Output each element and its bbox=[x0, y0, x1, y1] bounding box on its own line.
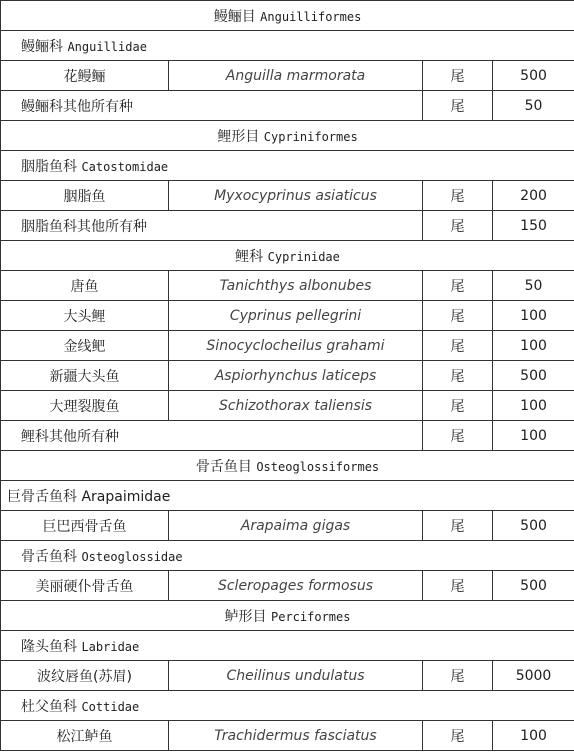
scientific-name-cell bbox=[169, 391, 423, 421]
order-name-latin: Anguilliformes bbox=[260, 9, 362, 24]
family-name-latin: Cottidae bbox=[81, 699, 140, 714]
family-name-cn: 胭脂鱼科 bbox=[21, 158, 77, 175]
scientific-name: Sinocyclocheilus grahami bbox=[206, 337, 385, 354]
unit-cell bbox=[423, 511, 493, 541]
quantity-cell bbox=[493, 181, 574, 211]
scientific-name: Tanichthys albonubes bbox=[219, 277, 372, 294]
quantity-cell bbox=[493, 571, 574, 601]
species-name-cell bbox=[1, 301, 169, 331]
family-cell bbox=[1, 631, 574, 661]
order-name-latin: Osteoglossiformes bbox=[256, 459, 380, 474]
scientific-name-cell bbox=[169, 721, 423, 751]
unit-cell bbox=[423, 391, 493, 421]
family-cell bbox=[1, 691, 574, 721]
species-name-cn: 松江鲈鱼 bbox=[56, 728, 113, 745]
unit-cell bbox=[423, 421, 493, 451]
family-name-cn: 杜父鱼科 bbox=[21, 698, 77, 715]
order-cell bbox=[1, 601, 574, 631]
family-name-latin: Catostomidae bbox=[81, 159, 169, 174]
quantity-value: 100 bbox=[520, 727, 547, 744]
unit-cell bbox=[423, 211, 493, 241]
order-name-latin: Cyprinidae bbox=[267, 249, 340, 264]
quantity-cell bbox=[493, 271, 574, 301]
quantity-value: 100 bbox=[520, 397, 547, 414]
quantity-cell bbox=[493, 721, 574, 751]
species-name-cell bbox=[1, 61, 169, 91]
order-name-cn: 骨舌鱼目 bbox=[195, 458, 252, 475]
unit-label: 尾 bbox=[450, 68, 465, 85]
quantity-value: 150 bbox=[520, 217, 547, 234]
other-species-name: 鲤科其他所有种 bbox=[21, 428, 119, 445]
unit-label: 尾 bbox=[450, 728, 465, 745]
quantity-cell bbox=[493, 91, 574, 121]
quantity-cell bbox=[493, 211, 574, 241]
species-name-cell bbox=[1, 181, 169, 211]
species-row bbox=[1, 361, 574, 391]
scientific-name: Schizothorax taliensis bbox=[218, 397, 373, 414]
other-species-row bbox=[1, 421, 574, 451]
order-header-row bbox=[1, 241, 574, 271]
order-name-cn: 鲤科 bbox=[235, 248, 264, 265]
other-species-row bbox=[1, 91, 574, 121]
order-header-row bbox=[1, 121, 574, 151]
order-name-latin: Cypriniformes bbox=[263, 129, 358, 144]
family-name-latin: Anguillidae bbox=[67, 39, 147, 54]
family-header-row bbox=[1, 151, 574, 181]
unit-cell bbox=[423, 361, 493, 391]
species-row bbox=[1, 271, 574, 301]
scientific-name-cell bbox=[169, 511, 423, 541]
family-cell bbox=[1, 541, 574, 571]
unit-label: 尾 bbox=[450, 218, 465, 235]
scientific-name-cell bbox=[169, 361, 423, 391]
unit-cell bbox=[423, 331, 493, 361]
scientific-name: Scleropages formosus bbox=[217, 577, 374, 594]
quantity-value: 500 bbox=[520, 67, 547, 84]
unit-label: 尾 bbox=[450, 398, 465, 415]
family-cell bbox=[1, 31, 574, 61]
species-name-cell bbox=[1, 361, 169, 391]
scientific-name: Cyprinus pellegrini bbox=[229, 307, 362, 324]
order-header-row bbox=[1, 451, 574, 481]
quantity-cell bbox=[493, 61, 574, 91]
unit-cell bbox=[423, 721, 493, 751]
quantity-value: 50 bbox=[524, 277, 543, 294]
scientific-name-cell bbox=[169, 61, 423, 91]
quantity-value: 50 bbox=[524, 97, 543, 114]
unit-label: 尾 bbox=[450, 668, 465, 685]
species-row bbox=[1, 391, 574, 421]
species-name-cn: 美丽硬仆骨舌鱼 bbox=[35, 578, 134, 595]
species-name-cell bbox=[1, 511, 169, 541]
scientific-name: Arapaima gigas bbox=[240, 517, 351, 534]
species-row bbox=[1, 721, 574, 751]
order-cell bbox=[1, 451, 574, 481]
family-header-row bbox=[1, 631, 574, 661]
quantity-cell bbox=[493, 661, 574, 691]
other-species-name: 胭脂鱼科其他所有种 bbox=[21, 218, 147, 235]
unit-cell bbox=[423, 301, 493, 331]
unit-cell bbox=[423, 61, 493, 91]
unit-label: 尾 bbox=[450, 338, 465, 355]
order-cell bbox=[1, 121, 574, 151]
other-species-name: 鳗鲡科其他所有种 bbox=[21, 98, 133, 115]
family-name-cn: 巨骨舌鱼科 bbox=[7, 488, 77, 505]
other-species-name-cell bbox=[1, 421, 423, 451]
scientific-name-cell bbox=[169, 271, 423, 301]
order-name-cn: 鲈形目 bbox=[224, 608, 267, 625]
species-name-cell bbox=[1, 271, 169, 301]
quantity-cell bbox=[493, 511, 574, 541]
species-name-cn: 大头鲤 bbox=[63, 308, 106, 325]
quantity-value: 100 bbox=[520, 337, 547, 354]
scientific-name-cell bbox=[169, 301, 423, 331]
quantity-value: 100 bbox=[520, 307, 547, 324]
scientific-name: Trachidermus fasciatus bbox=[214, 727, 377, 744]
quantity-value: 5000 bbox=[515, 667, 552, 684]
unit-label: 尾 bbox=[450, 308, 465, 325]
scientific-name: Anguilla marmorata bbox=[225, 67, 366, 84]
order-name-cn: 鲤形目 bbox=[217, 128, 260, 145]
scientific-name-cell bbox=[169, 331, 423, 361]
species-row bbox=[1, 61, 574, 91]
species-name-cn: 花鳗鲡 bbox=[63, 68, 106, 85]
unit-label: 尾 bbox=[450, 98, 465, 115]
quantity-value: 500 bbox=[520, 517, 547, 534]
species-name-cn: 波纹唇鱼(苏眉) bbox=[37, 668, 132, 685]
quantity-value: 100 bbox=[520, 427, 547, 444]
order-name-latin: Perciformes bbox=[271, 609, 351, 624]
quantity-cell bbox=[493, 361, 574, 391]
family-name-latin: Arapaimidae bbox=[81, 488, 171, 505]
order-cell bbox=[1, 241, 574, 271]
unit-label: 尾 bbox=[450, 278, 465, 295]
family-cell bbox=[1, 481, 574, 511]
family-header-row bbox=[1, 481, 574, 511]
unit-label: 尾 bbox=[450, 428, 465, 445]
unit-cell bbox=[423, 661, 493, 691]
species-name-cell bbox=[1, 391, 169, 421]
scientific-name-cell bbox=[169, 571, 423, 601]
species-name-cell bbox=[1, 331, 169, 361]
species-quota-table-body bbox=[1, 1, 574, 751]
species-name-cn: 巨巴西骨舌鱼 bbox=[42, 518, 127, 535]
unit-label: 尾 bbox=[450, 188, 465, 205]
order-header-row bbox=[1, 1, 574, 31]
unit-cell bbox=[423, 571, 493, 601]
unit-cell bbox=[423, 91, 493, 121]
species-name-cn: 大理裂腹鱼 bbox=[49, 398, 120, 415]
unit-label: 尾 bbox=[450, 578, 465, 595]
unit-label: 尾 bbox=[450, 518, 465, 535]
family-name-cn: 隆头鱼科 bbox=[21, 638, 77, 655]
other-species-row bbox=[1, 211, 574, 241]
scientific-name-cell bbox=[169, 661, 423, 691]
family-cell bbox=[1, 151, 574, 181]
scientific-name: Myxocyprinus asiaticus bbox=[214, 187, 377, 204]
quantity-value: 500 bbox=[520, 577, 547, 594]
order-name-cn: 鳗鲡目 bbox=[213, 8, 256, 25]
order-cell bbox=[1, 1, 574, 31]
species-row bbox=[1, 181, 574, 211]
species-row bbox=[1, 301, 574, 331]
unit-cell bbox=[423, 181, 493, 211]
species-row bbox=[1, 331, 574, 361]
quantity-value: 200 bbox=[520, 187, 547, 204]
other-species-name-cell bbox=[1, 211, 423, 241]
quantity-cell bbox=[493, 301, 574, 331]
family-header-row bbox=[1, 31, 574, 61]
family-name-cn: 鳗鲡科 bbox=[21, 38, 63, 55]
scientific-name: Cheilinus undulatus bbox=[226, 667, 365, 684]
quantity-value: 500 bbox=[520, 367, 547, 384]
species-name-cn: 新疆大头鱼 bbox=[49, 368, 120, 385]
species-name-cell bbox=[1, 571, 169, 601]
species-name-cell bbox=[1, 661, 169, 691]
scientific-name-cell bbox=[169, 181, 423, 211]
family-header-row bbox=[1, 691, 574, 721]
family-name-latin: Osteoglossidae bbox=[81, 549, 183, 564]
species-row bbox=[1, 571, 574, 601]
species-row bbox=[1, 511, 574, 541]
quantity-cell bbox=[493, 421, 574, 451]
family-header-row bbox=[1, 541, 574, 571]
order-header-row bbox=[1, 601, 574, 631]
unit-cell bbox=[423, 271, 493, 301]
other-species-name-cell bbox=[1, 91, 423, 121]
species-row bbox=[1, 661, 574, 691]
quantity-cell bbox=[493, 331, 574, 361]
scientific-name: Aspiorhynchus laticeps bbox=[214, 367, 377, 384]
quantity-cell bbox=[493, 391, 574, 421]
species-name-cell bbox=[1, 721, 169, 751]
species-name-cn: 金线鲃 bbox=[63, 338, 106, 355]
species-name-cn: 唐鱼 bbox=[70, 278, 99, 295]
family-name-latin: Labridae bbox=[81, 639, 140, 654]
species-name-cn: 胭脂鱼 bbox=[63, 188, 106, 205]
family-name-cn: 骨舌鱼科 bbox=[21, 548, 77, 565]
unit-label: 尾 bbox=[450, 368, 465, 385]
